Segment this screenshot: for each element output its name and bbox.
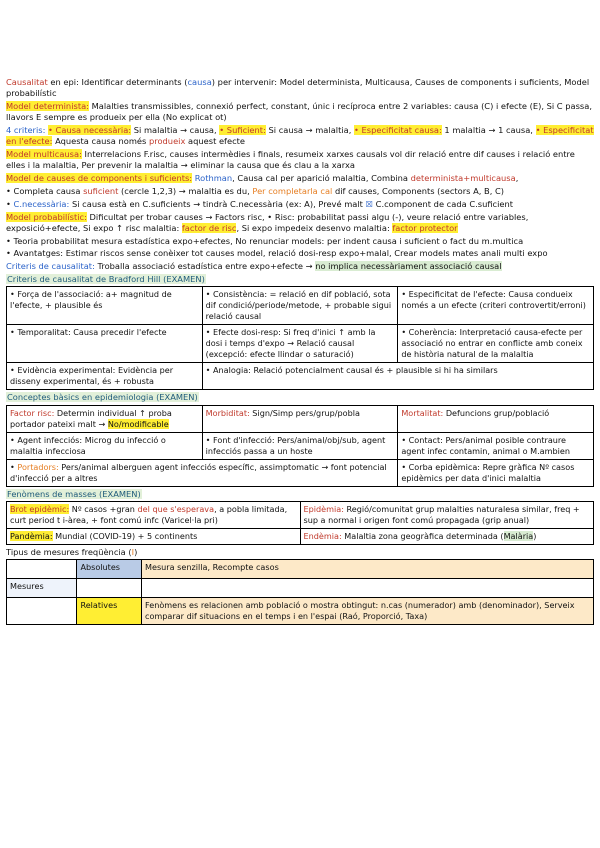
table-row: [7, 325, 594, 363]
table-row: [7, 560, 594, 579]
table-cell: Endèmia: Malaltia zona geogràfica determinada (Malària): [300, 528, 594, 544]
table-cell: Fenòmens es relacionen amb població o mostra obtingut: n.cas (numerador) amb (denominador), Serveix comparar dif situacions en el temps i en l'espai (Raó, Proporció, Taxa): [142, 598, 594, 625]
bradford-hill-heading: Criteris de causalitat de Bradford Hill (EXAMEN): [7, 274, 205, 284]
criteris-causalitat-paragraph: Criteris de causalitat: Troballa associació estadística entre expo+efecte → no implica necessàriament associació causal: [6, 261, 502, 272]
mesures-table: [6, 559, 594, 625]
table-cell: [7, 598, 77, 625]
table-cell: Morbiditat: Sign/Simp pers/grup/pobla: [202, 405, 398, 432]
tipus-mesures-heading: Tipus de mesures freqüència (I): [6, 546, 138, 557]
notes-page: [6, 77, 594, 627]
table-cell: • Analogia: Relació potencialment causal és + plausible si hi ha similars: [202, 363, 593, 390]
table-cell: • Agent infecciós: Microg du infecció o malaltia infecciosa: [7, 432, 203, 459]
model-multicausa-paragraph: Model multicausa: Interrelacions F.risc, causes intermèdies i finals, resumeix xarxes causals vol dir relació entre dif causes i relació entre elles i la malaltia, Per prevenir la malaltia → eliminar la causa que és clau a la xarxa: [6, 149, 575, 171]
table-row: [7, 501, 594, 528]
table-row: [7, 363, 594, 390]
conceptes-heading: Conceptes bàsics en epidemiologia (EXAMEN): [7, 392, 198, 403]
table-cell: • Font d'infecció: Pers/animal/obj/sub, agent infecciós passa a un hoste: [202, 432, 398, 459]
table-cell: Pandèmia: Mundial (COVID-19) + 5 continents: [7, 528, 301, 544]
table-cell: Relatives: [77, 598, 142, 625]
avantatges-paragraph: • Avantatges: Estimar riscos sense conèixer tot causes model, relació dosi-resp expo+malal, Crear models mates anali multi expo: [6, 248, 548, 259]
table-cell: Mortalitat: Defuncions grup/població: [398, 405, 594, 432]
table-cell: Epidèmia: Regió/comunitat grup malalties naturalesa similar, freq + sup a normal i origen font comú propagada (grip anual): [300, 501, 594, 528]
table-row: [7, 528, 594, 544]
table-cell: [7, 560, 77, 579]
causa-necessaria-paragraph: • C.necessària: Si causa està en C.suficients → tindrà C.necessària (ex: A), Prevé malt ☒ C.component de cada C.suficient: [6, 198, 514, 209]
conceptes-table: [6, 405, 594, 487]
fenomens-table: [6, 501, 594, 545]
table-cell: • Contact: Pers/animal posible contraure agent infec contamin, animal o M.ambien: [398, 432, 594, 459]
table-cell: Absolutes: [77, 560, 142, 579]
table-cell: Mesura senzilla, Recompte casos: [142, 560, 594, 579]
bradford-hill-table: [6, 286, 594, 390]
table-cell: • Portadors: Pers/animal alberguen agent infecciós específic, assimptomatic → font potencial d'infecció per a altres: [7, 459, 398, 486]
table-row: [7, 432, 594, 459]
model-components-paragraph: Model de causes de components i suficients: Rothman, Causa cal per aparició malaltia, Combina determinista+multicausa,: [6, 173, 519, 184]
table-cell: • Consistència: = relació en dif població, sota dif condició/periode/metode, + probable sigui relació causal: [202, 287, 398, 325]
causa-suficient-paragraph: • Completa causa suficient (cercle 1,2,3) → malaltia es du, Per completarla cal dif causes, Components (sectors A, B, C): [6, 186, 505, 197]
table-cell: • Especificitat de l'efecte: Causa condueix només a un efecte (criteri controvertit/erroni): [398, 287, 594, 325]
table-row: [7, 598, 594, 625]
teoria-paragraph: • Teoria probabilitat mesura estadística expo+efectes, No renunciar models: per indent causa i suficient o fact du m.multica: [6, 235, 524, 246]
table-row: [7, 287, 594, 325]
table-cell: • Evidència experimental: Evidència per disseny experimental, és + robusta: [7, 363, 203, 390]
fenomens-heading: Fenòmens de masses (EXAMEN): [7, 488, 141, 499]
criteris-paragraph: 4 criteris: • Causa necessària: Si malaltia → causa, • Suficient: Si causa → malaltia, • Especificitat causa: 1 malaltia → 1 causa, • Especificitat en l'efecte: Aquesta causa només produeix aquest efecte: [6, 125, 594, 147]
crossed-box-icon: ☒: [365, 198, 374, 209]
table-cell: • Força de l'associació: a+ magnitud de l'efecte, + plausible és: [7, 287, 203, 325]
table-cell: [77, 579, 142, 598]
table-cell: • Efecte dosi-resp: Si freq d'inici ↑ amb la dosi i temps d'expo → Relació causal (excepció: efecte llindar o saturació): [202, 325, 398, 363]
table-cell: • Corba epidèmica: Repre gràfica Nº casos epidèmics per data d'inici malaltia: [398, 459, 594, 486]
table-row: [7, 579, 594, 598]
table-cell: Factor risc: Determin individual ↑ proba portador pateixi malt → No/modificable: [7, 405, 203, 432]
table-row: [7, 459, 594, 486]
table-cell: • Temporalitat: Causa precedir l'efecte: [7, 325, 203, 363]
model-determinista-paragraph: Model determinista: Malalties transmissibles, connexió perfect, constant, únic i recíproca entre 2 variables: causa (C) i efecte (E), Si C passa, llavors E sempre es produeix per ella (No explicat ot): [6, 101, 592, 123]
table-cell: • Coherència: Interpretació causa-efecte per associació no entrar en conflicte amb coneix de història natural de la malaltia: [398, 325, 594, 363]
causalitat-paragraph: Causalitat en epi: Identificar determinants (causa) per intervenir: Model determinista, Multicausa, Causes de components i suficients, Model probabilístic: [6, 77, 590, 99]
model-probabilistic-paragraph: Model probabilístic: Dificultat per trobar causes → Factors risc, • Risc: probabilitat passi algu (-), veure relació entre variables, exposició+efecte, Si expo ↑ risc malaltia: factor de risc, Si expo impedeix desenvo malaltia: factor protector: [6, 211, 529, 233]
table-cell: Mesures: [7, 579, 77, 598]
table-cell: [142, 579, 594, 598]
table-cell: Brot epidèmic: Nº casos +gran del que s'esperava, a pobla limitada, curt period t i-àrea, + font comú infc (Varicel·la pri): [7, 501, 301, 528]
table-row: [7, 405, 594, 432]
